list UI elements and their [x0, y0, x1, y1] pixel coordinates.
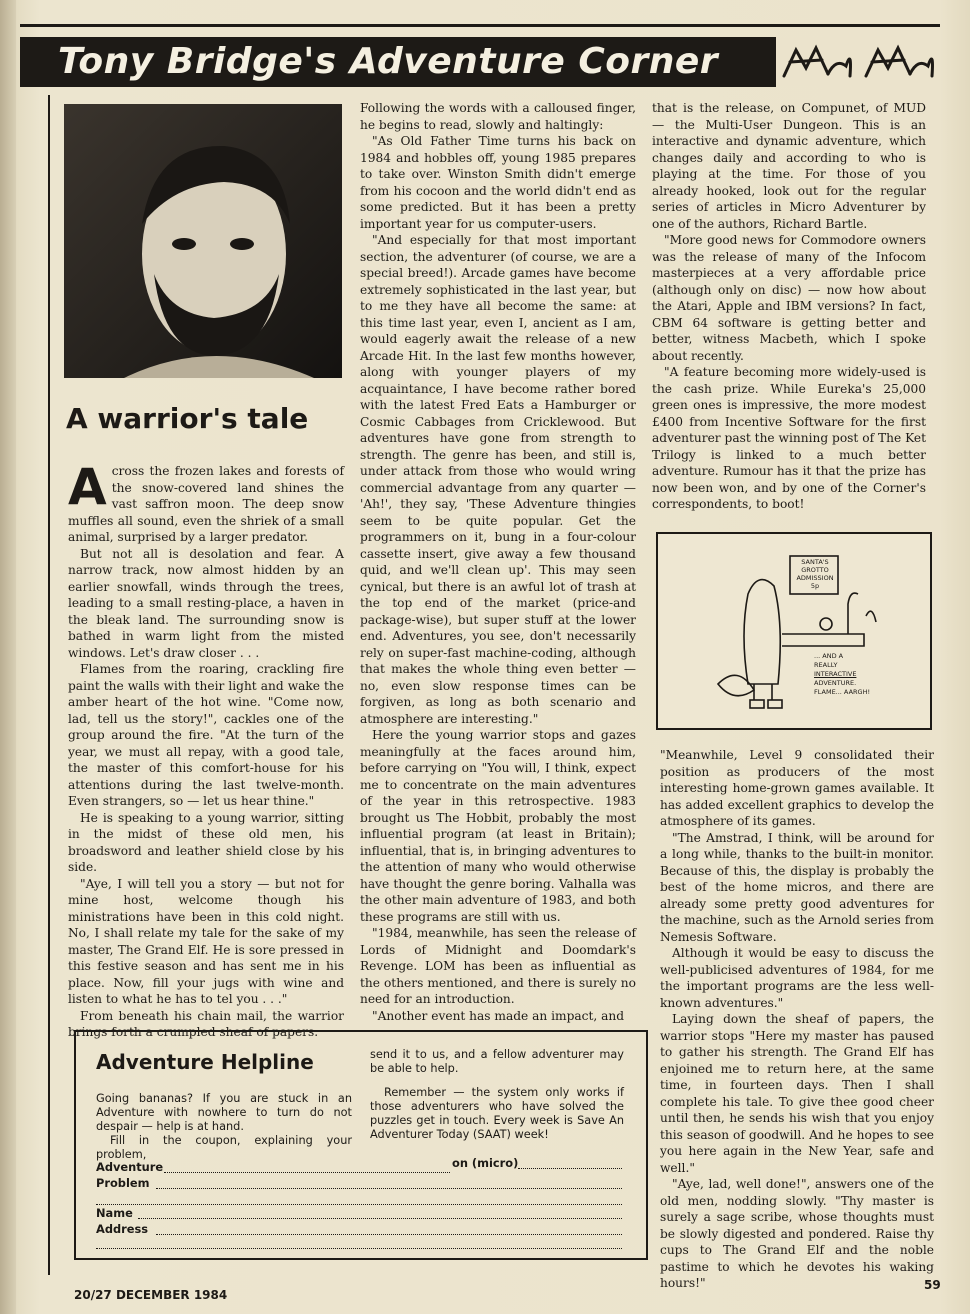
helpline-left-text — [96, 1092, 352, 1162]
paragraph: But not all is desolation and fear. A narrow track, now almost hidden by an earlier snowfall, winds through the trees, leading to a small resting-place, a haven in the bleak land. The surrounding snow is bathed in warm light from the misted windows. Let's draw closer . . . — [68, 546, 344, 660]
sign-line: GROTTO — [801, 566, 829, 574]
cartoon-caption — [814, 652, 904, 697]
adventure-field[interactable] — [164, 1172, 450, 1173]
paragraph: Here the young warrior stops and gazes meaningfully at the faces around him, before carrying on "You will, I think, expect me to concentrate on the main adventures of the year in this retrospective. 1983 brought us The Hobbit, probably the most influential program (at least in Britain); influential, that is, in bringing adventures to the attention of many who would otherwise have thought the genre boring. Valhalla was the other main adventure of 1983, and both these programs are still with us. — [360, 728, 636, 924]
cartoon-illustration — [656, 532, 932, 730]
address-label: Address — [96, 1222, 149, 1236]
problem-field[interactable] — [156, 1188, 622, 1189]
column-1 — [68, 458, 344, 1041]
paragraph: Following the words with a calloused finger, he begins to read, slowly and haltingly: — [360, 101, 636, 132]
paragraph: "Aye, lad, well done!", answers one of the old men, nodding slowly. "Thy master is surely a sage scribe, whose thoughts must be slowly digested and pondered. Raise thy cups to The Grand Elf and the noble pastime to which he devotes his waking hours!" — [660, 1177, 934, 1290]
adventure-helpline-box — [74, 1030, 648, 1260]
paragraph: He is speaking to a young warrior, sitting in the midst of these old men, his broadsword and leather shield close by his side. — [68, 810, 344, 874]
name-field[interactable] — [138, 1218, 622, 1219]
paragraph: From beneath his chain mail, the warrior brings forth a crumpled sheaf of papers. — [68, 1008, 344, 1039]
paragraph: cross the frozen lakes and forests of the snow-covered land shines the vast saffron moon. The deep snow muffles all sound, even the shriek of a small animal, surprised by a larger predator. — [68, 464, 344, 544]
paragraph: "A feature becoming more widely-used is the cash prize. While Eureka's 25,000 green ones is impressive, the more modest £400 from Incentive Software for the first adventurer past the winning post of The Ket Trilogy is linked to a much better adventure. Rumour has it that the prize has now been won, and by one of the Corner's correspondents, to boot! — [652, 365, 926, 511]
paragraph: "And especially for that most important section, the adventurer (of course, we are a special breed!). Arcade games have become extremely sophisticated in the last year, but to me they have all become the same: at this time last year, even I, ancient as I am, would eagerly await the release of a new Arcade Hit. In the last few months however, along with younger players of my acquaintance, I have become rather bored with the latest Fred Eats a Hamburger or Cosmic Cabbages from Cricklewood. But adventures have gone from strength to strength. The genre has been, and still is, under attack from those who would wring commercial advantage from any quarter — 'Ah!', they say, 'These Adventure thingies seem to be quite popular. Get the programmers on it, bung in a four-colour cassette insert, give away a few thousand quid, and we'll clean up'. This may seen cynical, but there is an awful lot of trash at the top end of the market (price-and package-wise), but super stuff at the lower end. Adventures, you see, don't necessarily rely on super-fast machine-coding, although that makes the whole thing even better — no, even slow response times can be forgiven, as long as both scenario and atmosphere are interesting." — [360, 233, 636, 726]
caption-line: REALLY — [814, 661, 838, 669]
caption-line: FLAME... AARGH! — [814, 688, 871, 696]
problem-field-line-2[interactable] — [96, 1204, 622, 1205]
problem-label: Problem — [96, 1176, 150, 1190]
paragraph: Although it would be easy to discuss the well-publicised adventures of 1984, for me the important programs are the less well-known adventures." — [660, 946, 934, 1010]
paragraph: "Another event has made an impact, and — [372, 1008, 625, 1023]
helpline-title: Adventure Helpline — [96, 1050, 314, 1074]
article-frame — [48, 95, 50, 1275]
caption-line: INTERACTIVE — [814, 670, 857, 678]
address-field-line-2[interactable] — [96, 1248, 622, 1249]
sign-line: ADMISSION — [796, 574, 834, 582]
paragraph: Flames from the roaring, crackling fire paint the walls with their light and wake the amber heart of the hot wine. "Come now, lad, tell us the story!", cackles one of the group around the fire. "At the turn of the year, we must all repay, with a good tale, the master of this comfort-house for his attentions during the last twelve-month. Even strangers, so — let us hear thine." — [68, 662, 344, 808]
paragraph: "1984, meanwhile, has seen the release of Lords of Midnight and Doomdark's Revenge. LOM has been as influential as the others mentioned, and there is surely no need for an introduction. — [360, 926, 636, 1006]
elf-logo-icon — [776, 38, 940, 86]
column-2 — [360, 100, 636, 1024]
sign-line: SANTA'S — [801, 558, 829, 566]
page-title: Tony Bridge's Adventure Corner — [58, 41, 719, 82]
address-field[interactable] — [156, 1234, 622, 1235]
paragraph: Laying down the sheaf of papers, the warrior stops "Here my master has paused to gather his strength. The Grand Elf has enjoined me to return here, at the same time, in fourteen days. Then I shall complete his tale. To give thee good cheer until then, he sends his wish that you enjoy this season of goodwill. And he hopes to see you here again in the New Year, safe and well." — [660, 1012, 934, 1175]
paragraph: "As Old Father Time turns his back on 1984 and hobbles off, young 1985 prepares to take over. Winston Smith didn't emerge from his cocoon and the world didn't end as some predicted. But it has been a pretty important year for us computer-users. — [360, 134, 636, 231]
caption-line: ADVENTURE. — [814, 679, 857, 687]
sign-line: 5p — [810, 582, 820, 590]
paragraph: "More good news for Commodore owners was the release of many of the Infocom masterpieces at a very affordable price (although only on disc) — now how about the Atari, Apple and IBM versions? In fact, CBM 64 software is getting better and better, witness Macbeth, which I spoke about recently. — [652, 233, 926, 363]
article-heading: A warrior's tale — [66, 402, 309, 435]
cartoon-sign — [792, 558, 838, 590]
page-spine-shadow — [0, 0, 16, 1314]
top-rule — [20, 24, 940, 27]
issue-date: 20/27 DECEMBER 1984 — [74, 1288, 228, 1302]
paragraph: "Aye, I will tell you a story — but not for mine host, welcome though his ministrations have been in this cold night. No, I shall relate my tale for the sake of my master, The Grand Elf. He is sore pressed in this festive season and has sent me in his place. Now, fill your jugs with wine and listen to what he has to tel you . . ." — [68, 876, 344, 1006]
helpline-right-text — [370, 1048, 624, 1142]
page-number: 59 — [924, 1278, 941, 1292]
micro-field[interactable] — [518, 1168, 622, 1169]
name-label: Name — [96, 1206, 133, 1220]
helpline-intro: Going bananas? If you are stuck in an Adventure with nowhere to turn do not despair — help is at hand. — [96, 1092, 352, 1133]
helpline-remember: Remember — the system only works if those adventurers who have solved the puzzles get in touch. Every week is Save An Adventurer Today (SAAT) week! — [370, 1086, 624, 1141]
paragraph: that is the release, on Compunet, of MUD — the Multi-User Dungeon. This is an interactive and dynamic adventure, which changes daily and according to who is playing at the time. For those of you already hooked, look out for the regular series of articles in Micro Adventurer by one of the authors, Richard Bartle. — [652, 101, 926, 231]
caption-line: ... AND A — [814, 652, 844, 660]
on-micro-label: on (micro) — [452, 1156, 519, 1170]
column-3-bottom — [660, 747, 934, 1292]
paragraph: "The Amstrad, I think, will be around for a long while, thanks to the built-in monitor. Because of this, the display is probably the best of the home micros, and there are already some pretty good adventures for the machine, such as the Arnold series from Nemesis Software. — [660, 830, 934, 944]
adventure-label: Adventure — [96, 1160, 164, 1174]
helpline-instruction: Fill in the coupon, explaining your problem, — [96, 1134, 352, 1161]
helpline-send: send it to us, and a fellow adventurer may be able to help. — [370, 1048, 624, 1075]
drop-cap: A — [68, 458, 107, 516]
paragraph: "Meanwhile, Level 9 consolidated their position as producers of the most interesting home-grown games available. It has added excellent graphics to develop the atmosphere of its games. — [660, 748, 934, 828]
author-portrait — [64, 104, 342, 378]
column-3-top — [652, 100, 926, 513]
